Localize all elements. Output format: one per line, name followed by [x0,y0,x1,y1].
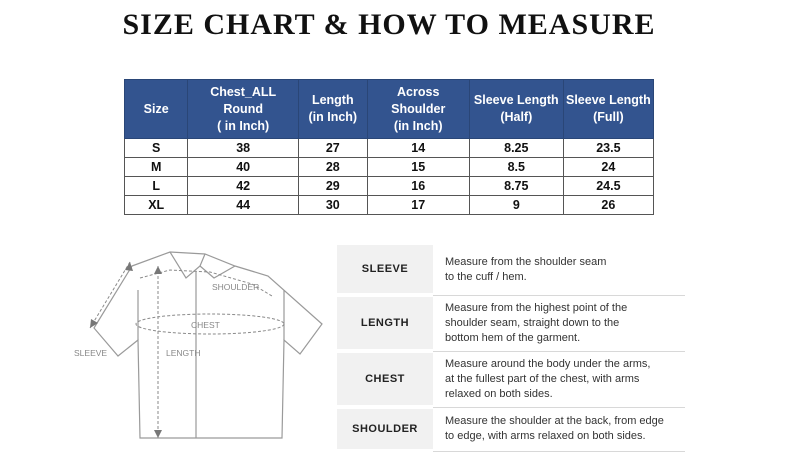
table-cell: 26 [563,196,653,215]
table-row [125,139,654,158]
table-cell: 38 [188,139,299,158]
table-cell: S [125,139,188,158]
table-cell: M [125,158,188,177]
measure-row-sleeve [337,245,685,295]
table-cell: 17 [367,196,469,215]
measure-desc-shoulder: Measure the shoulder at the back, from edge to edge, with arms relaxed on both sides. [433,407,685,451]
table-cell: 24.5 [563,177,653,196]
table-cell: 42 [188,177,299,196]
table-cell: 16 [367,177,469,196]
measure-label-sleeve: SLEEVE [337,245,433,295]
table-cell: XL [125,196,188,215]
diagram-label-chest: CHEST [191,320,220,330]
how-to-measure-table [337,245,685,453]
table-cell: 24 [563,158,653,177]
size-chart-table [124,79,654,215]
measure-row-shoulder [337,407,685,451]
table-row [125,177,654,196]
table-cell: 23.5 [563,139,653,158]
measure-desc-chest: Measure around the body under the arms, at the fullest part of the chest, with arms relaxed on both sides. [433,351,685,407]
diagram-label-length: LENGTH [166,348,201,358]
table-cell: L [125,177,188,196]
measure-row-chest [337,351,685,407]
table-cell: 8.5 [469,158,563,177]
page-title: SIZE CHART & HOW TO MEASURE [122,8,656,41]
table-cell: 27 [299,139,368,158]
header-chest: Chest_ALL Round ( in Inch) [188,80,299,139]
measure-row-length [337,295,685,351]
header-across-shoulder: Across Shoulder (in Inch) [367,80,469,139]
table-cell: 15 [367,158,469,177]
measure-label-length: LENGTH [337,295,433,351]
table-cell: 14 [367,139,469,158]
table-cell: 9 [469,196,563,215]
table-header-row [125,80,654,139]
shirt-diagram [0,232,330,448]
shirt-outline [94,252,322,438]
diagram-label-sleeve: SLEEVE [74,348,108,358]
measure-label-chest: CHEST [337,351,433,407]
table-cell: 8.25 [469,139,563,158]
table-cell: 8.75 [469,177,563,196]
table-cell: 40 [188,158,299,177]
table-cell: 44 [188,196,299,215]
header-sleeve-full: Sleeve Length (Full) [563,80,653,139]
measure-label-shoulder: SHOULDER [337,407,433,451]
table-row [125,196,654,215]
diagram-label-shoulder: SHOULDER [212,282,260,292]
table-cell: 28 [299,158,368,177]
table-cell: 29 [299,177,368,196]
table-cell: 30 [299,196,368,215]
header-size: Size [125,80,188,139]
measure-desc-length: Measure from the highest point of the shoulder seam, straight down to the bottom hem of the garment. [433,295,685,351]
table-row [125,158,654,177]
measure-desc-sleeve: Measure from the shoulder seam to the cuff / hem. [433,245,685,295]
header-sleeve-half: Sleeve Length (Half) [469,80,563,139]
header-length: Length (in Inch) [299,80,368,139]
